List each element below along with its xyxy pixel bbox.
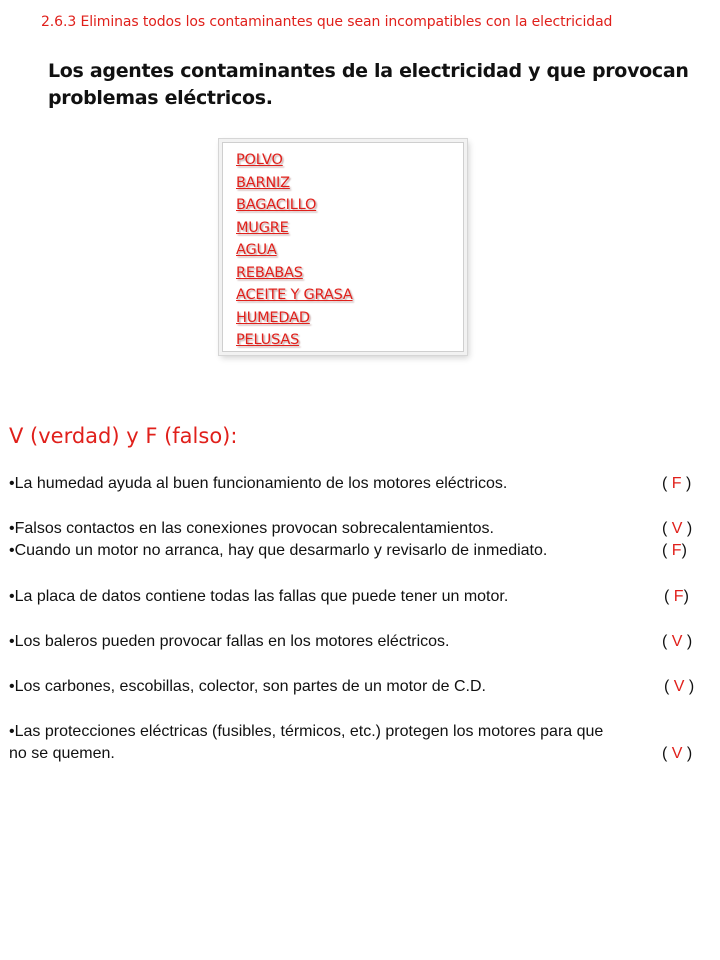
answer-close: ): [682, 520, 693, 537]
question-2-answer: [662, 519, 692, 539]
question-2-text: •Falsos contactos en las conexiones provocan sobrecalentamientos.: [9, 520, 494, 537]
answer-open: (: [662, 520, 672, 537]
answer-letter: V: [671, 633, 683, 650]
question-6-answer: [664, 677, 694, 697]
list-item: BARNIZ: [236, 174, 290, 191]
list-item: ACEITE Y GRASA: [236, 287, 353, 303]
list-item: REBABAS: [236, 264, 303, 281]
answer-letter: V: [673, 678, 685, 695]
contaminants-list-box: [222, 142, 464, 352]
question-1-answer: [662, 474, 691, 494]
answer-close: ): [682, 745, 693, 762]
answer-letter: F: [673, 588, 684, 605]
question-5-answer: [662, 632, 692, 652]
list-item: MUGRE: [236, 219, 289, 236]
list-item: PELUSAS: [236, 332, 300, 348]
list-item: BAGACILLO: [236, 197, 317, 213]
answer-open: (: [662, 475, 672, 492]
list-item: HUMEDAD: [236, 309, 310, 326]
answer-letter: F: [671, 542, 682, 559]
answer-letter: V: [671, 745, 683, 762]
question-3-answer: [662, 541, 687, 561]
answer-close: ): [682, 633, 693, 650]
answer-close: ): [681, 475, 692, 492]
question-1-text: •La humedad ayuda al buen funcionamiento de los motores eléctricos.: [9, 475, 508, 492]
question-6-text: •Los carbones, escobillas, colector, son partes de un motor de C.D.: [9, 678, 486, 695]
contaminants-list: [223, 143, 463, 352]
answer-open: (: [664, 678, 674, 695]
answer-open: (: [662, 745, 672, 762]
question-7-text-continued: no se quemen.: [9, 745, 115, 762]
answer-close: ): [681, 542, 687, 559]
question-5-text: •Los baleros pueden provocar fallas en los motores eléctricos.: [9, 633, 450, 650]
answer-open: (: [662, 542, 672, 559]
answer-close: ): [684, 678, 695, 695]
question-4-text: •La placa de datos contiene todas las fallas que puede tener un motor.: [9, 588, 509, 605]
page-heading: Los agentes contaminantes de la electricidad y que provocan problemas eléctricos.: [48, 60, 689, 109]
list-item: POLVO: [236, 152, 283, 168]
question-3-text: •Cuando un motor no arranca, hay que desarmarlo y revisarlo de inmediato.: [9, 542, 548, 559]
answer-close: ): [683, 588, 689, 605]
list-item: AGUA: [236, 242, 277, 258]
question-7-text: •Las protecciones eléctricas (fusibles, térmicos, etc.) protegen los motores para que: [9, 723, 604, 740]
question-7-answer: [662, 744, 692, 764]
answer-open: (: [662, 633, 672, 650]
answer-open: (: [664, 588, 674, 605]
question-4-answer: [664, 587, 689, 607]
answer-letter: V: [671, 520, 683, 537]
answer-letter: F: [671, 475, 682, 492]
true-false-title: V (verdad) y F (falso):: [9, 424, 238, 448]
section-title: 2.6.3 Eliminas todos los contaminantes que sean incompatibles con la electricidad: [41, 14, 613, 30]
